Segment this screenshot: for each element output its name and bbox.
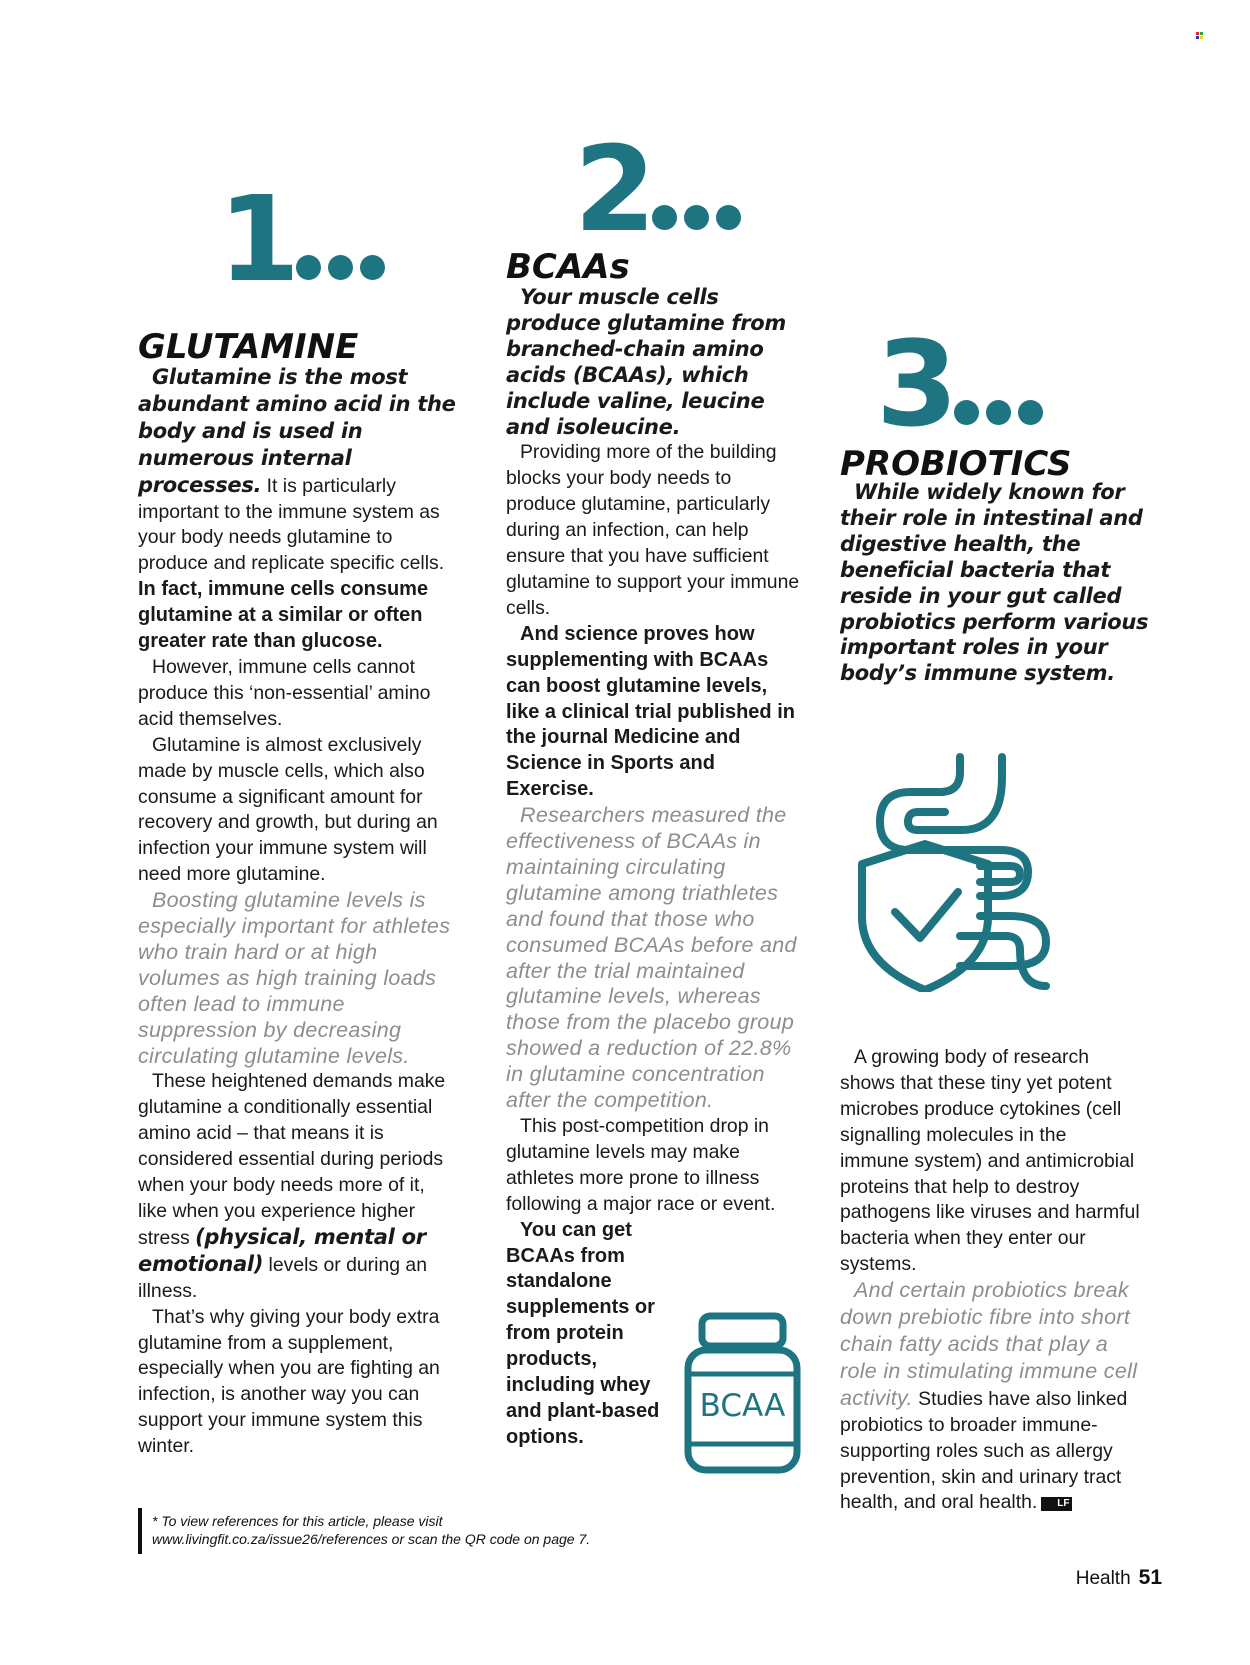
section2-pull-quote: Researchers measured the effectiveness of BCAAs in maintaining circulating glutamine among triathletes and found that those who consumed BCAAs before and after the trial maintained glutamine levels, whereas those from the placebo group showed a reduction of 22.8% in glutamine concentration after the competition. [506,803,797,1113]
section3-heading: PROBIOTICS [840,444,1072,484]
section3-lead: While widely known for their role in intestinal and digestive health, the beneficial bacteria that reside in your gut called probiotics perform various important roles in your body’s immune system. [840,480,1149,686]
section1-paragraph: That’s why giving your body extra glutamine from a supplement, especially when you are fighting an infection, is another way you can support your immune system this winter. [138,1305,440,1458]
section3-paragraph: A growing body of research shows that these tiny yet potent microbes produce cytokines (cell signalling molecules in the immune system) and antimicrobial proteins that help to destroy pathogens like viruses and harmful bacteria when they enter our systems. [840,1046,1140,1276]
bcaa-jar-label: BCAA [699,1388,786,1424]
page-number: 51 [1138,1566,1162,1589]
section1-column: Glutamine is the most abundant amino acid in the body and is used in numerous internal processes. It is particularly important to the immune system as your body needs glutamine to produce and replicate specific cells. In fact, immune cells consume glutamine at a similar or often greater rate than glucose. However, immune cells cannot produce this ‘non-essential’ amino acid themselves. Glutamine is almost exclusively made by muscle cells, which also consume a significant amount for recovery and growth, but during an infection your immune system will need more glutamine. Boosting glutamine levels is especially important for athletes who train hard or at high volumes as high training loads often lead to immune suppression by decreasing circulating glutamine levels. These heightened demands make glutamine a conditionally essential amino acid – that means it is considered essential during periods when your body needs more of it, like when you experience higher stress (physical, mental or emotional) levels or during an illness. That’s why giving your body extra glutamine from a supplement, especially when you are fighting an infection, is another way you can support your immune system this winter. [138,365,458,1460]
section2-paragraph: And science proves how supplementing with BCAAs can boost glutamine levels, like a clinical trial published in the journal Medicine and Science in Sports and Exercise. [506,622,795,801]
gut-shield-icon [850,752,1080,992]
page-footer [1076,1566,1162,1590]
footer-section: Health [1075,1568,1131,1589]
section1-pull-quote: Boosting glutamine levels is especially important for athletes who train hard or at high volumes as high training loads often lead to immune suppression by decreasing circulating glutamine levels. [138,888,451,1068]
end-mark-icon: LF [1041,1497,1071,1511]
section2-heading: BCAAs [506,247,630,287]
section3-pull-quote: And certain probiotics break down prebiotic fibre into short chain fatty acids that play a role in stimulating immune cell activity. [840,1278,1138,1410]
section3-column: A growing body of research shows that these tiny yet potent microbes produce cytokines (cell signalling molecules in the immune system) and antimicrobial proteins that help to destroy pathogens like viruses and harmful bacteria when they enter our systems. And certain probiotics break down prebiotic fibre into short chain fatty acids that play a role in stimulating immune cell activity. Studies have also linked probiotics to broader immune-supporting roles such as allergy prevention, skin and urinary tract health, and oral health. LF [840,1046,1140,1514]
section1-lead: Glutamine is the most abundant amino acid in the body and is used in numerous internal processes. [138,365,456,497]
section3-lead-block [840,480,1150,687]
section2-number: 2 [574,130,748,248]
section3-number: 3 [876,325,1050,443]
section2-paragraph: This post-competition drop in glutamine levels may make athletes more prone to illness following a major race or event. [506,1115,776,1215]
reference-note: * To view references for this article, please visit www.livingfit.co.za/issue26/references or scan the QR code on page 7. [152,1513,591,1547]
section1-number: 1 [218,180,392,298]
section2-paragraph: You can get BCAAs from standalone supplements or from protein products, including whey and plant-based options. [506,1218,660,1448]
section1-paragraph: Glutamine is almost exclusively made by muscle cells, which also consume a significant amount for recovery and growth, but during an infection your immune system will need more glutamine. [138,733,438,886]
reference-link[interactable]: www.livingfit.co.za/issue26/references or scan the QR code on page 7. [152,1531,591,1547]
print-color-mark [1196,32,1203,39]
section2-paragraph: Providing more of the building blocks your body needs to produce glutamine, particularly during an infection, can help ensure that you have sufficient glutamine to support your immune cells. [506,441,800,619]
section1-heading: GLUTAMINE [138,327,359,367]
section1-paragraph: However, immune cells cannot produce this ‘non-essential’ amino acid themselves. [138,655,431,730]
section2-lead: Your muscle cells produce glutamine from branched-chain amino acids (BCAAs), which include valine, leucine and isoleucine. [506,285,786,439]
reference-bar [138,1508,142,1554]
section1-paragraph: These heightened demands make glutamine a conditionally essential amino acid – that means it is considered essential during periods when your body needs more of it, like when you experience higher stress (physical, mental or emotional) levels or during an illness. [138,1070,446,1302]
section2-column [506,285,806,1451]
bcaa-jar-icon [680,1312,805,1477]
